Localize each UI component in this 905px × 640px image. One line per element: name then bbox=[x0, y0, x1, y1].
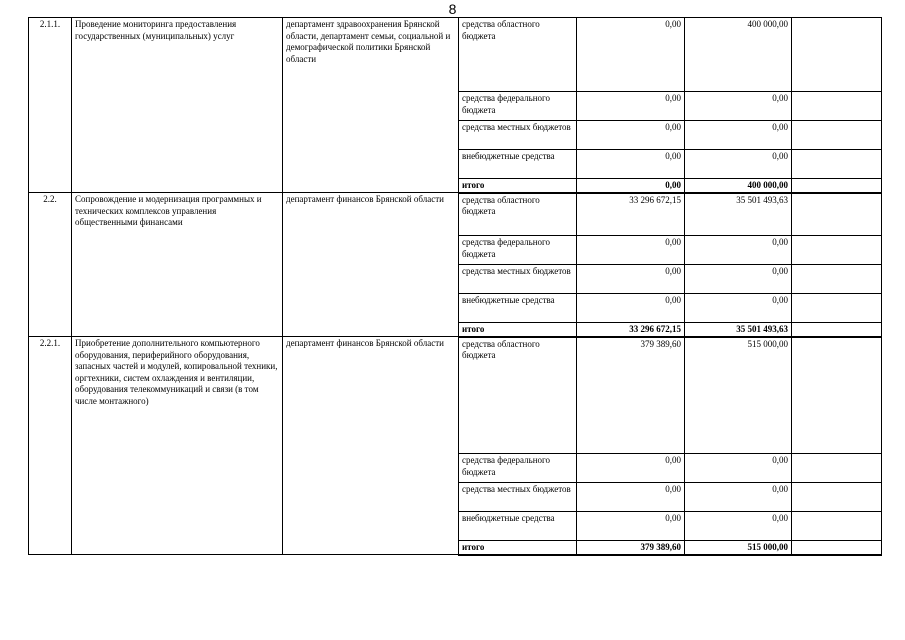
total-amount-2: 35 501 493,63 bbox=[685, 323, 792, 337]
amount-1: 0,00 bbox=[577, 236, 685, 265]
empty-cell bbox=[792, 337, 882, 454]
amount-1: 0,00 bbox=[577, 18, 685, 92]
table-row bbox=[29, 193, 882, 236]
amount-1: 379 389,60 bbox=[577, 337, 685, 454]
amount-1: 0,00 bbox=[577, 512, 685, 541]
amount-1: 0,00 bbox=[577, 150, 685, 179]
empty-cell bbox=[792, 512, 882, 541]
amount-2: 0,00 bbox=[685, 265, 792, 294]
funding-source: средства областного бюджета bbox=[459, 337, 577, 454]
funding-source: средства местных бюджетов bbox=[459, 121, 577, 150]
funding-source: средства федерального бюджета bbox=[459, 454, 577, 483]
amount-2: 0,00 bbox=[685, 150, 792, 179]
amount-1: 0,00 bbox=[577, 265, 685, 294]
empty-cell bbox=[792, 265, 882, 294]
amount-2: 0,00 bbox=[685, 121, 792, 150]
empty-cell bbox=[792, 236, 882, 265]
section-executor: департамент здравоохранения Брянской области, департамент семьи, социальной и демографической политики Брянской области bbox=[283, 18, 459, 193]
section-name: Проведение мониторинга предоставления государственных (муниципальных) услуг bbox=[72, 18, 283, 193]
amount-2: 0,00 bbox=[685, 294, 792, 323]
funding-source: средства местных бюджетов bbox=[459, 483, 577, 512]
total-amount-2: 515 000,00 bbox=[685, 541, 792, 555]
section-code: 2.1.1. bbox=[29, 18, 72, 193]
empty-cell bbox=[792, 454, 882, 483]
total-label: итого bbox=[459, 323, 577, 337]
budget-table bbox=[28, 17, 882, 556]
funding-source: средства местных бюджетов bbox=[459, 265, 577, 294]
empty-cell bbox=[792, 121, 882, 150]
funding-source: средства областного бюджета bbox=[459, 18, 577, 92]
page-number: 8 bbox=[448, 1, 457, 17]
section-name: Сопровождение и модернизация программных и технических комплексов управления общественными финансами bbox=[72, 193, 283, 337]
amount-1: 0,00 bbox=[577, 294, 685, 323]
amount-1: 0,00 bbox=[577, 483, 685, 512]
table-row bbox=[29, 18, 882, 92]
section-executor: департамент финансов Брянской области bbox=[283, 337, 459, 555]
amount-2: 0,00 bbox=[685, 236, 792, 265]
empty-cell bbox=[792, 483, 882, 512]
funding-source: внебюджетные средства bbox=[459, 512, 577, 541]
amount-1: 0,00 bbox=[577, 121, 685, 150]
empty-cell bbox=[792, 92, 882, 121]
funding-source: средства областного бюджета bbox=[459, 193, 577, 236]
total-amount-1: 0,00 bbox=[577, 179, 685, 193]
amount-2: 0,00 bbox=[685, 483, 792, 512]
total-amount-1: 33 296 672,15 bbox=[577, 323, 685, 337]
empty-cell bbox=[792, 193, 882, 236]
amount-2: 0,00 bbox=[685, 454, 792, 483]
funding-source: средства федерального бюджета bbox=[459, 236, 577, 265]
empty-cell bbox=[792, 179, 882, 193]
empty-cell bbox=[792, 541, 882, 555]
amount-2: 35 501 493,63 bbox=[685, 193, 792, 236]
total-amount-1: 379 389,60 bbox=[577, 541, 685, 555]
funding-source: внебюджетные средства bbox=[459, 294, 577, 323]
table-row bbox=[29, 337, 882, 454]
empty-cell bbox=[792, 294, 882, 323]
section-code: 2.2. bbox=[29, 193, 72, 337]
section-name: Приобретение дополнительного компьютерного оборудования, периферийного оборудования, запасных частей и модулей, копировальной техники, оргтехники, систем охлаждения и вентиляции, оборудования телекоммуникаций и связи (в том числе монтажного) bbox=[72, 337, 283, 555]
amount-1: 0,00 bbox=[577, 92, 685, 121]
empty-cell bbox=[792, 18, 882, 92]
section-code: 2.2.1. bbox=[29, 337, 72, 555]
total-label: итого bbox=[459, 541, 577, 555]
amount-2: 0,00 bbox=[685, 92, 792, 121]
amount-2: 0,00 bbox=[685, 512, 792, 541]
amount-2: 515 000,00 bbox=[685, 337, 792, 454]
section-executor: департамент финансов Брянской области bbox=[283, 193, 459, 337]
amount-1: 33 296 672,15 bbox=[577, 193, 685, 236]
total-amount-2: 400 000,00 bbox=[685, 179, 792, 193]
total-label: итого bbox=[459, 179, 577, 193]
empty-cell bbox=[792, 150, 882, 179]
funding-source: средства федерального бюджета bbox=[459, 92, 577, 121]
funding-source: внебюджетные средства bbox=[459, 150, 577, 179]
amount-1: 0,00 bbox=[577, 454, 685, 483]
empty-cell bbox=[792, 323, 882, 337]
amount-2: 400 000,00 bbox=[685, 18, 792, 92]
